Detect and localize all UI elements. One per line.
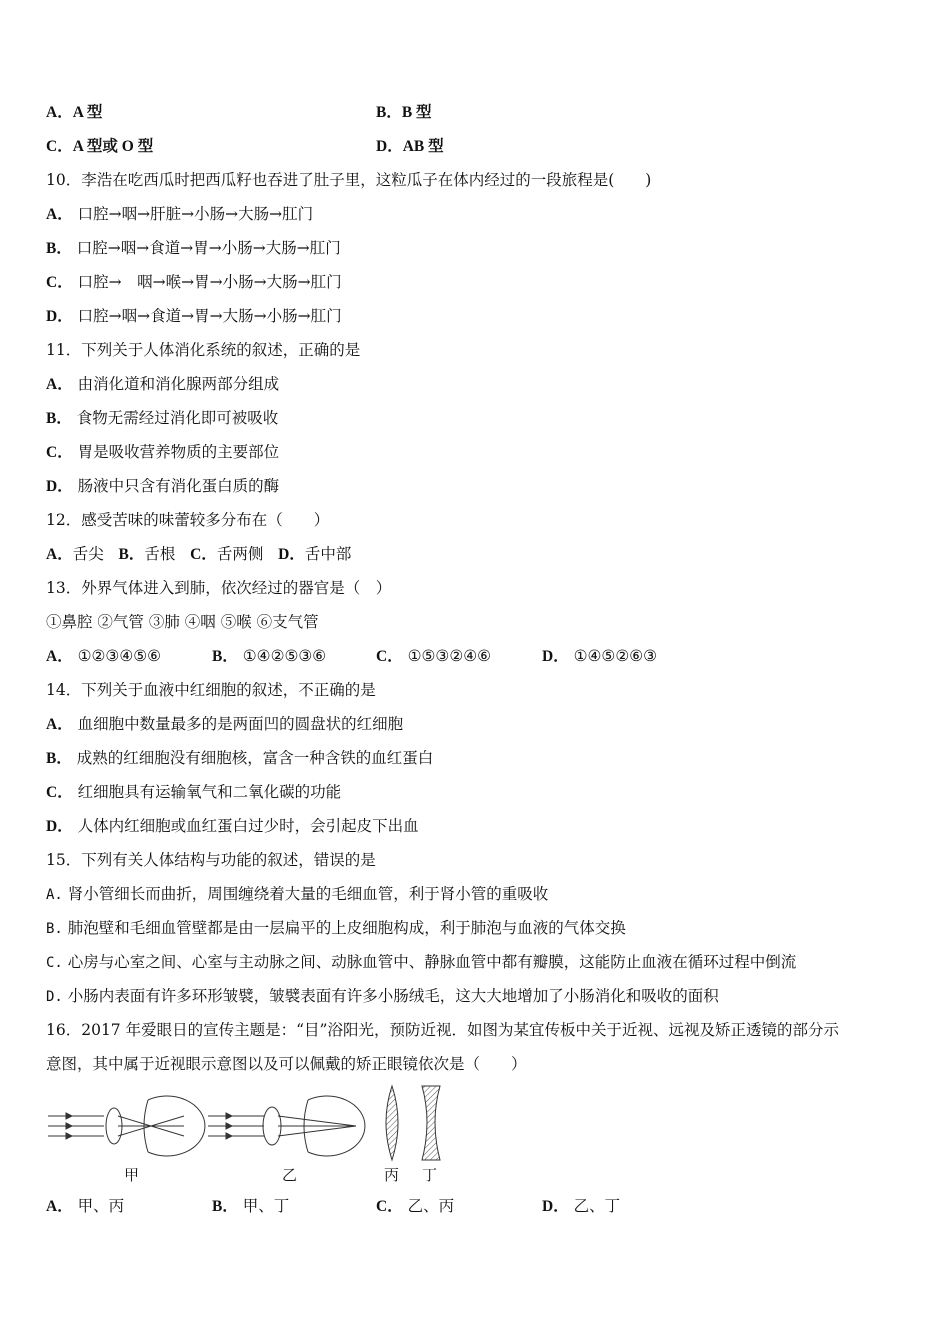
q10-option-b bbox=[46, 238, 341, 259]
option-label: C． bbox=[376, 1198, 403, 1215]
option-text: 红细胞具有运输氧气和二氧化碳的功能 bbox=[77, 783, 342, 801]
q11-option-b bbox=[46, 408, 278, 429]
option-text: 舌根 bbox=[144, 545, 176, 563]
option-label: A． bbox=[46, 206, 73, 223]
option-label: D. bbox=[46, 989, 63, 1005]
q10-stem: 10．李浩在吃西瓜时把西瓜籽也吞进了肚子里，这粒瓜子在体内经过的一段旅程是( ) bbox=[46, 171, 652, 189]
eye-yi-diagram bbox=[208, 1096, 365, 1156]
option-label: D． bbox=[46, 478, 73, 495]
q15-option-a bbox=[46, 884, 548, 905]
option-text: 由消化道和消化腺两部分组成 bbox=[77, 375, 280, 393]
q12-stem: 12．感受苦味的味蕾较多分布在（ ） bbox=[46, 511, 330, 529]
option-label: B． bbox=[212, 1198, 238, 1215]
option-text: 口腔→ 咽→喉→胃→小肠→大肠→肛门 bbox=[77, 273, 342, 291]
figure-label-yi: 乙 bbox=[282, 1166, 298, 1184]
q16-option-a bbox=[46, 1196, 124, 1217]
eye-jia-diagram bbox=[48, 1096, 205, 1156]
option-text: 舌两侧 bbox=[216, 545, 264, 563]
q9-option-d bbox=[376, 136, 444, 157]
option-text: ①④②⑤③⑥ bbox=[242, 647, 327, 665]
option-label: A． bbox=[46, 716, 73, 733]
figure-label-bing: 丙 bbox=[384, 1166, 400, 1184]
eye-diagram-svg bbox=[44, 1082, 464, 1192]
option-text: 肺泡壁和毛细血管壁都是由一层扁平的上皮细胞构成，利于肺泡与血液的气体交换 bbox=[67, 919, 626, 937]
q11-option-d bbox=[46, 476, 279, 497]
option-label: C． bbox=[46, 138, 73, 155]
eye-lens-figure bbox=[44, 1082, 464, 1192]
option-label: D． bbox=[46, 308, 73, 325]
q10-option-c bbox=[46, 272, 342, 293]
q14-option-d bbox=[46, 816, 419, 837]
option-label: D． bbox=[278, 546, 305, 563]
option-text: 口腔→咽→肝脏→小肠→大肠→肛门 bbox=[77, 205, 314, 223]
option-text: 胃是吸收营养物质的主要部位 bbox=[77, 443, 280, 461]
convex-lens-bing bbox=[386, 1086, 398, 1160]
option-text: A 型或 O 型 bbox=[72, 138, 154, 155]
option-text: 食物无需经过消化即可被吸收 bbox=[76, 409, 279, 427]
option-text: 人体内红细胞或血红蛋白过少时，会引起皮下出血 bbox=[77, 817, 419, 835]
q11-option-a bbox=[46, 374, 279, 395]
q11-option-c bbox=[46, 442, 279, 463]
q9-option-a bbox=[46, 102, 102, 123]
q15-option-c bbox=[46, 952, 796, 973]
option-label: B． bbox=[46, 240, 72, 257]
option-text: 舌尖 bbox=[72, 545, 104, 563]
option-label: A． bbox=[46, 546, 73, 563]
q16-option-d bbox=[542, 1196, 620, 1217]
q13-option-c bbox=[376, 646, 491, 667]
option-text: 成熟的红细胞没有细胞核，富含一种含铁的血红蛋白 bbox=[76, 749, 434, 767]
q13-option-b bbox=[212, 646, 326, 667]
q13-stem: 13．外界气体进入到肺，依次经过的器官是（ ） bbox=[46, 579, 392, 597]
option-text: 血细胞中数量最多的是两面凹的圆盘状的红细胞 bbox=[77, 715, 404, 733]
option-label: A． bbox=[46, 1198, 73, 1215]
option-text: 乙、丙 bbox=[407, 1197, 455, 1215]
q9-option-b bbox=[376, 102, 432, 123]
option-label: B. bbox=[46, 921, 63, 937]
q12-options bbox=[46, 544, 351, 565]
option-text: 口腔→咽→食道→胃→小肠→大肠→肛门 bbox=[76, 239, 341, 257]
q14-option-b bbox=[46, 748, 433, 769]
option-label: A. bbox=[46, 887, 63, 903]
q14-option-a bbox=[46, 714, 403, 735]
option-text: ①②③④⑤⑥ bbox=[77, 647, 162, 665]
q13-option-d bbox=[542, 646, 657, 667]
option-label: D． bbox=[542, 1198, 569, 1215]
q16-stem-line1: 16．2017 年爱眼日的宣传主题是：“目”浴阳光，预防近视．如图为某宜传板中关于近视、远视及矫正透镜的部分示 bbox=[46, 1021, 839, 1039]
option-text: 肠液中只含有消化蛋白质的酶 bbox=[77, 477, 280, 495]
option-text: AB 型 bbox=[402, 138, 444, 155]
q16-option-b bbox=[212, 1196, 289, 1217]
option-text: 心房与心室之间、心室与主动脉之间、动脉血管中、静脉血管中都有瓣膜，这能防止血液在循环过程中倒流 bbox=[67, 953, 797, 971]
q13-items: ①鼻腔 ②气管 ③肺 ④咽 ⑤喉 ⑥支气管 bbox=[46, 613, 319, 631]
option-label: B． bbox=[212, 648, 238, 665]
option-label: A． bbox=[46, 648, 73, 665]
option-label: C． bbox=[46, 444, 73, 461]
option-text: 甲、丁 bbox=[242, 1197, 290, 1215]
option-label: C． bbox=[46, 274, 73, 291]
option-text: 小肠内表面有许多环形皱襞，皱襞表面有许多小肠绒毛，这大大地增加了小肠消化和吸收的面积 bbox=[67, 987, 719, 1005]
option-label: C． bbox=[46, 784, 73, 801]
q10-option-d bbox=[46, 306, 342, 327]
q9-option-c bbox=[46, 136, 153, 157]
option-text: ①⑤③②④⑥ bbox=[407, 647, 492, 665]
option-label: C. bbox=[46, 955, 63, 971]
option-label: D． bbox=[542, 648, 569, 665]
concave-lens-ding bbox=[422, 1086, 440, 1160]
option-text: B 型 bbox=[401, 104, 432, 121]
q16-option-c bbox=[376, 1196, 454, 1217]
q14-option-c bbox=[46, 782, 341, 803]
option-text: 乙、丁 bbox=[573, 1197, 621, 1215]
option-text: A 型 bbox=[72, 104, 103, 121]
option-text: 甲、丙 bbox=[77, 1197, 125, 1215]
option-text: 口腔→咽→食道→胃→大肠→小肠→肛门 bbox=[77, 307, 342, 325]
q10-option-a bbox=[46, 204, 313, 225]
q11-stem: 11．下列关于人体消化系统的叙述，正确的是 bbox=[46, 341, 361, 359]
option-label: A． bbox=[46, 376, 73, 393]
option-label: D． bbox=[376, 138, 403, 155]
q15-stem: 15．下列有关人体结构与功能的叙述，错误的是 bbox=[46, 851, 376, 869]
option-label: B． bbox=[46, 410, 72, 427]
figure-label-ding: 丁 bbox=[422, 1166, 438, 1184]
option-label: B． bbox=[46, 750, 72, 767]
option-text: 肾小管细长而曲折，周围缠绕着大量的毛细血管，利于肾小管的重吸收 bbox=[67, 885, 549, 903]
q13-option-a bbox=[46, 646, 161, 667]
q16-stem-line2: 意图，其中属于近视眼示意图以及可以佩戴的矫正眼镜依次是（ ） bbox=[46, 1055, 527, 1073]
option-label: B． bbox=[118, 546, 145, 563]
q15-option-b bbox=[46, 918, 626, 939]
q15-option-d bbox=[46, 986, 719, 1007]
figure-label-jia: 甲 bbox=[124, 1166, 140, 1184]
option-label: C． bbox=[190, 546, 217, 563]
option-label: A． bbox=[46, 104, 73, 121]
option-text: 舌中部 bbox=[304, 545, 352, 563]
q14-stem: 14．下列关于血液中红细胞的叙述，不正确的是 bbox=[46, 681, 376, 699]
option-label: B． bbox=[376, 104, 402, 121]
option-label: D． bbox=[46, 818, 73, 835]
option-text: ①④⑤②⑥③ bbox=[573, 647, 658, 665]
option-label: C． bbox=[376, 648, 403, 665]
